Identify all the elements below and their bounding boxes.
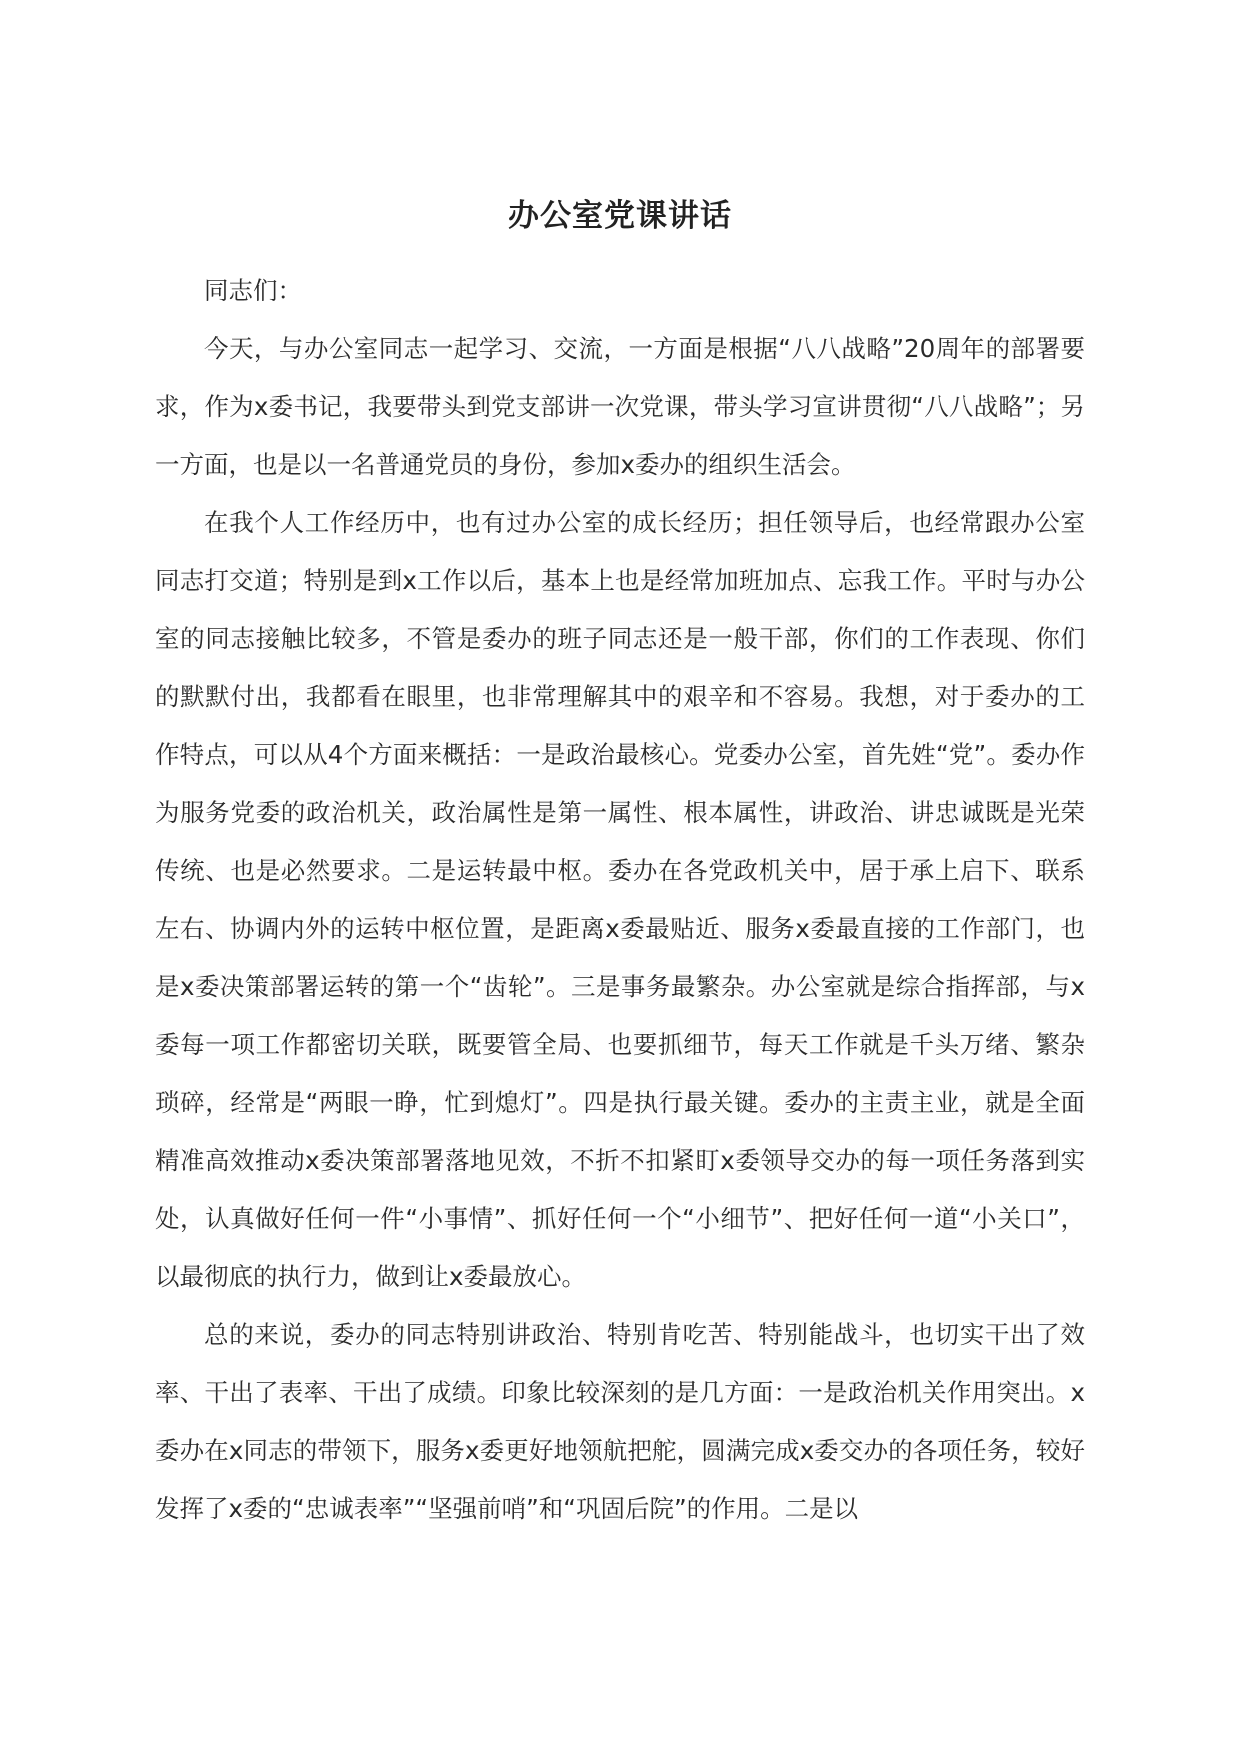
paragraph-work-features: 在我个人工作经历中，也有过办公室的成长经历；担任领导后，也经常跟办公室同志打交道；特别是到x工作以后，基本上也是经常加班加点、忘我工作。平时与办公室的同志接触比较多，不管是委办的班子同志还是一般干部，你们的工作表现、你们的默默付出，我都看在眼里，也非常理解其中的艰辛和不容易。我想，对于委办的工作特点，可以从4个方面来概括：一是政治最核心。党委办公室，首先姓“党”。委办作为服务党委的政治机关，政治属性是第一属性、根本属性，讲政治、讲忠诚既是光荣传统、也是必然要求。二是运转最中枢。委办在各党政机关中，居于承上启下、联系左右、协调内外的运转中枢位置，是距离x委最贴近、服务x委最直接的工作部门，也是x委决策部署运转的第一个“齿轮”。三是事务最繁杂。办公室就是综合指挥部，与x委每一项工作都密切关联，既要管全局、也要抓细节，每天工作就是千头万绪、繁杂琐碎，经常是“两眼一睁，忙到熄灯”。四是执行最关键。委办的主责主业，就是全面精准高效推动x委决策部署落地见效，不折不扣紧盯x委领导交办的每一项任务落到实处，认真做好任何一件“小事情”、抓好任何一个“小细节”、把好任何一道“小关口”，以最彻底的执行力，做到让x委最放心。 — [155, 508, 1085, 1291]
document-body — [155, 262, 1085, 1538]
paragraph-salutation: 同志们： — [204, 276, 302, 305]
paragraph-intro: 今天，与办公室同志一起学习、交流，一方面是根据“八八战略”20周年的部署要求，作为x委书记，我要带头到党支部讲一次党课，带头学习宣讲贯彻“八八战略”；另一方面，也是以一名普通党员的身份，参加x委办的组织生活会。 — [155, 334, 1085, 479]
document-title: 办公室党课讲话 — [508, 198, 732, 234]
paragraph-summary: 总的来说，委办的同志特别讲政治、特别肯吃苦、特别能战斗，也切实干出了效率、干出了表率、干出了成绩。印象比较深刻的是几方面：一是政治机关作用突出。x委办在x同志的带领下，服务x委更好地领航把舵，圆满完成x委交办的各项任务，较好发挥了x委的“忠诚表率”“坚强前哨”和“巩固后院”的作用。二是以 — [155, 1320, 1085, 1523]
